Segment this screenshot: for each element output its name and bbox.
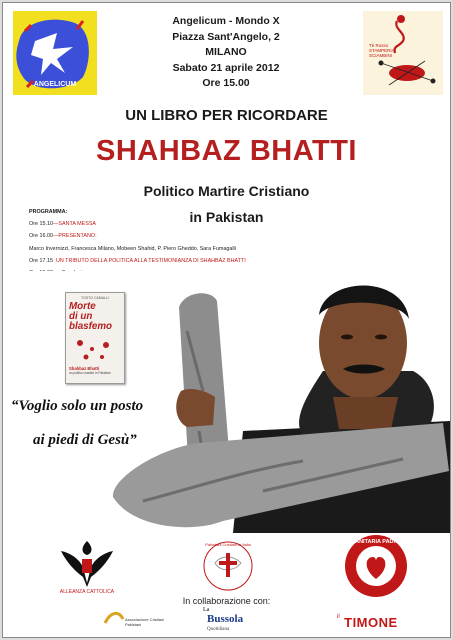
sponsor-2: La Bussola Quotidiana bbox=[203, 607, 244, 632]
angelicum-logo bbox=[13, 11, 97, 95]
svg-text:UMANITARIA PADANA: UMANITARIA PADANA bbox=[346, 539, 406, 545]
umanitaria-padana-logo bbox=[343, 533, 409, 599]
angelicum-logo-text: ANGELICUM bbox=[33, 81, 77, 88]
main-title: SHAHBAZ BHATTI bbox=[96, 135, 357, 167]
subtitle-1: Politico Martire Cristiano bbox=[143, 183, 310, 199]
program-item: Ore 16.00—PRESENTANO: bbox=[29, 233, 97, 240]
svg-text:Pakistani Cristiani in Italia: Pakistani Cristiani in Italia bbox=[205, 542, 251, 547]
book-cover-image bbox=[72, 335, 118, 363]
event-info bbox=[113, 14, 339, 92]
venue-line: Angelicum - Mondo X bbox=[172, 15, 280, 27]
pakistani-cristiani-logo bbox=[199, 539, 257, 593]
subtitle-2: in Pakistan bbox=[189, 209, 264, 225]
city-line: MILANO bbox=[205, 46, 247, 58]
book-subtitle-2: un politico martire in Pakistan bbox=[69, 371, 111, 375]
book-cover bbox=[65, 292, 125, 384]
address-line: Piazza Sant'Angelo, 2 bbox=[172, 30, 280, 43]
program-item: Ore 17.15 UN TRIBUTO DELLA POLITICA ALLA TESTIMONIANZA DI SHAHBAZ BHATTI bbox=[29, 257, 246, 264]
program-item: Ore 15.10—SANTA MESSA bbox=[29, 221, 97, 228]
svg-text:ALLEANZA CATTOLICA: ALLEANZA CATTOLICA bbox=[59, 589, 115, 595]
quote-line-1: “Voglio solo un posto bbox=[11, 398, 144, 414]
sponsor-1-icon bbox=[103, 609, 125, 625]
program-item: Marco Invernizzi, Francesca Milano, Mobeen Shahid, P. Piero Gheddo, Sara Fumagalli bbox=[29, 245, 236, 252]
book-subtitle: Shahbaz Bhatti bbox=[69, 366, 100, 371]
stamperia-logo-text: Tè Rosso STAMPERIA SCIAMBINI bbox=[369, 43, 395, 58]
kicker-title: UN LIBRO PER RICORDARE bbox=[125, 107, 328, 124]
program-list bbox=[29, 206, 429, 279]
collaboration-text: In collaborazione con: bbox=[182, 596, 271, 606]
program-heading: PROGRAMMA: bbox=[29, 209, 68, 215]
sponsor-1: Associazione Cristiani Pakistani bbox=[103, 609, 183, 635]
alleanza-cattolica-logo bbox=[57, 537, 117, 595]
book-title: Morte di un blasfemo bbox=[69, 301, 113, 332]
event-poster bbox=[2, 2, 451, 638]
sponsor-3: $^{il}$ TIMONE bbox=[337, 614, 398, 630]
book-author: TOSTO CAMALLI bbox=[81, 296, 109, 300]
date-line: Sabato 21 aprile 2012 bbox=[172, 61, 280, 74]
time-line: Ore 15.00 bbox=[202, 77, 250, 89]
quote-line-2: ai piedi di Gesù” bbox=[33, 432, 137, 448]
stamperia-logo bbox=[363, 11, 443, 95]
